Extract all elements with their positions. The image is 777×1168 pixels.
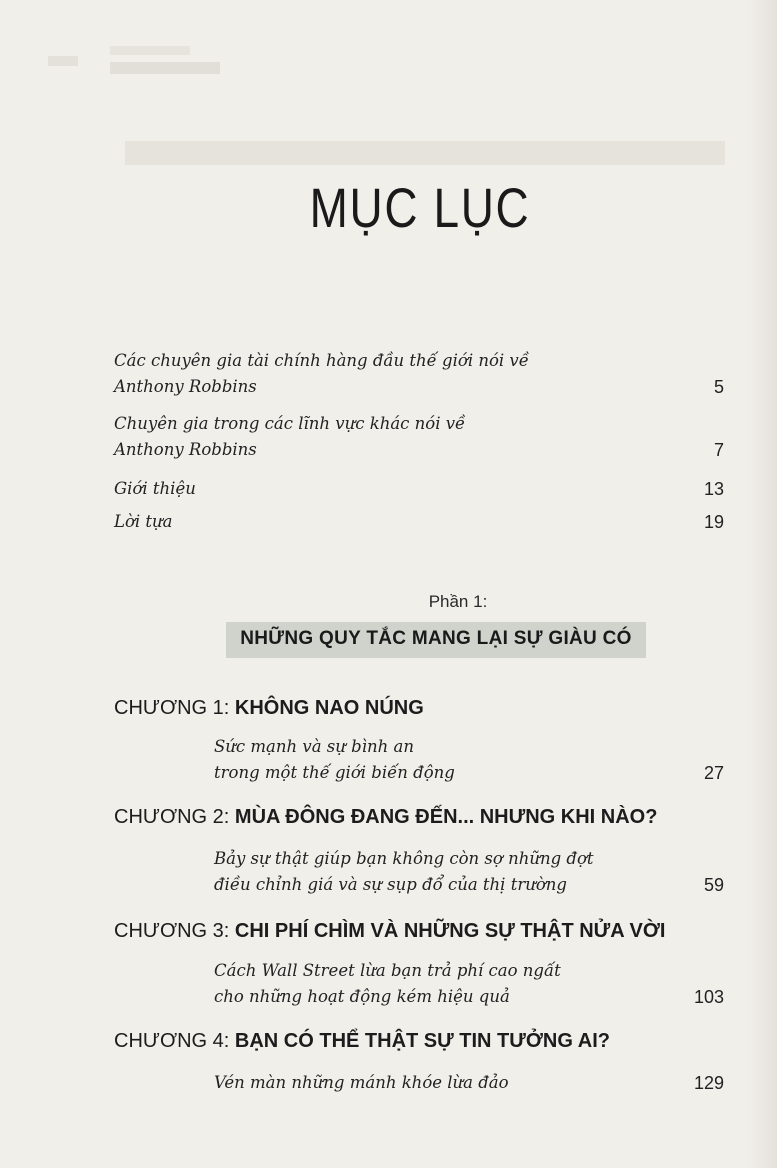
toc-entry-line: Chuyên gia trong các lĩnh vực khác nói về	[114, 414, 466, 433]
toc-entry-foreword	[114, 509, 724, 535]
part-label: Phần 1:	[428, 592, 488, 611]
toc-entry-line: Giới thiệu	[114, 479, 196, 498]
toc-entry-experts-finance	[114, 348, 724, 400]
toc-entry-line: Anthony Robbins	[114, 377, 257, 396]
toc-page-number: 5	[713, 377, 724, 397]
toc-page-number: 7	[713, 440, 724, 460]
part-title: NHỮNG QUY TẮC MANG LẠI SỰ GIÀU CÓ	[240, 628, 632, 649]
toc-page-number: 13	[703, 479, 724, 499]
chapter-description	[214, 846, 724, 898]
chapter-desc-line: Vén màn những mánh khóe lừa đảo	[214, 1073, 509, 1092]
chapter-description	[214, 958, 724, 1010]
chapter-heading	[114, 920, 744, 943]
toc-page-number: 103	[693, 987, 724, 1007]
toc-entry-line: Các chuyên gia tài chính hàng đầu thế giới nói về	[114, 351, 529, 370]
toc-entry-line: Lời tựa	[114, 512, 173, 531]
chapter-desc-line: cho những hoạt động kém hiệu quả	[214, 987, 510, 1006]
chapter-heading	[114, 1030, 744, 1053]
toc-page-number: 27	[703, 763, 724, 783]
chapter-desc-line: Sức mạnh và sự bình an	[214, 737, 414, 756]
toc-page-number: 129	[693, 1073, 724, 1093]
toc-entry-introduction	[114, 476, 724, 502]
chapter-heading	[114, 806, 744, 829]
chapter-title: KHÔNG NAO NÚNG	[234, 697, 424, 719]
chapter-desc-line: Cách Wall Street lừa bạn trả phí cao ngất	[214, 961, 561, 980]
toc-page-number: 59	[703, 875, 724, 895]
show-through-heading	[125, 135, 725, 178]
chapter-desc-line: điều chỉnh giá và sự sụp đổ của thị trường	[214, 875, 567, 894]
chapter-heading	[114, 697, 744, 720]
chapter-description	[214, 1070, 724, 1096]
chapter-number: CHƯƠNG 3:	[114, 920, 230, 942]
chapter-description	[214, 734, 724, 786]
chapter-title: CHI PHÍ CHÌM VÀ NHỮNG SỰ THẬT NỬA VỜI	[234, 920, 666, 942]
chapter-title: BẠN CÓ THỂ THẬT SỰ TIN TƯỞNG AI?	[234, 1030, 610, 1052]
show-through-header	[40, 42, 300, 82]
chapter-title: MÙA ĐÔNG ĐANG ĐẾN... NHƯNG KHI NÀO?	[234, 806, 658, 828]
chapter-number: CHƯƠNG 1:	[114, 697, 230, 719]
chapter-desc-line: trong một thế giới biến động	[214, 763, 455, 782]
page-title: MỤC LỤC	[309, 176, 531, 239]
chapter-desc-line: Bảy sự thật giúp bạn không còn sợ những đợt	[214, 849, 594, 868]
chapter-number: CHƯƠNG 2:	[114, 806, 230, 828]
chapter-number: CHƯƠNG 4:	[114, 1030, 230, 1052]
toc-entry-line: Anthony Robbins	[114, 440, 257, 459]
toc-entry-experts-other	[114, 411, 724, 463]
toc-page-number: 19	[703, 512, 724, 532]
